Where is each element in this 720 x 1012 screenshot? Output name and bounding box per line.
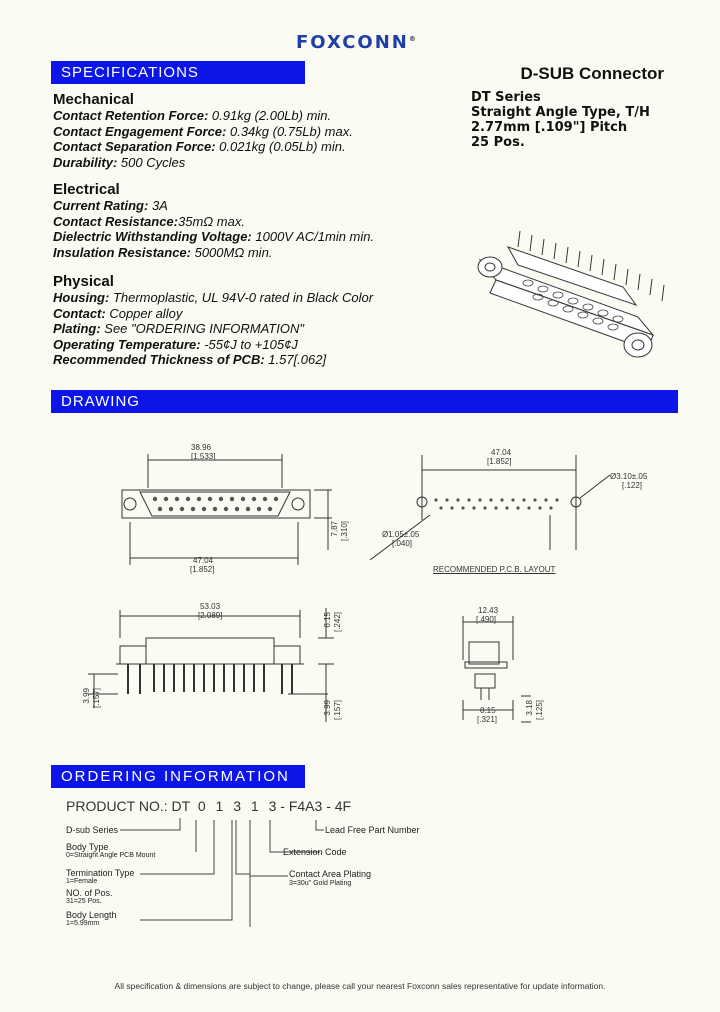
spec-label: Contact Engagement Force: (53, 123, 227, 139)
code-series: DT (171, 798, 190, 814)
right-mount-hole (292, 498, 304, 510)
spec-row (53, 229, 374, 245)
spec-value: 0.021kg (0.05Lb) min. (215, 139, 346, 154)
mechanical-list (53, 108, 353, 170)
spec-value: 1.57[.062] (264, 352, 327, 367)
specifications-header-bar (51, 61, 305, 84)
spec-label: Current Rating: (53, 198, 149, 213)
spec-value: -55¢J to +105¢J (200, 336, 298, 352)
end-h-label: 3.18 (525, 700, 534, 716)
shell-outline (140, 492, 290, 516)
code-dash-1: - (280, 798, 285, 814)
ordering-heading: ORDERING INFORMATION (61, 768, 290, 785)
code-lead-free: 4F (334, 798, 352, 814)
legend-plating: Contact Area Plating (289, 869, 372, 879)
spec-row (53, 139, 353, 155)
spec-row (53, 198, 374, 214)
legend-length-detail: 1=5.99mm (66, 920, 100, 927)
drawing-heading: DRAWING (61, 393, 140, 410)
legend-plating-detail: 3=30u" Gold Plating (289, 880, 352, 887)
spec-label: Recommended Thickness of PCB: (53, 352, 265, 367)
legend-extension: Extension Code (283, 847, 347, 857)
registered-mark: ® (408, 35, 416, 43)
right-standoff (274, 646, 300, 664)
spec-label: Contact Resistance: (53, 213, 178, 229)
spec-label: Insulation Resistance: (53, 244, 191, 260)
spec-label: Plating: (53, 321, 101, 336)
right-flange-hole (632, 340, 644, 350)
legend-length: Body Length (66, 910, 117, 920)
pcb-pitch-inch-label: [.040] (392, 539, 413, 548)
side-height-label: 6.15 (323, 612, 332, 628)
end-shell (469, 642, 499, 664)
front-width-inch-label: [1.533] (191, 452, 216, 461)
front-pitch-label: 47.04 (193, 556, 214, 565)
specifications-heading: SPECIFICATIONS (61, 64, 199, 81)
pcb-layout-drawing (370, 440, 680, 575)
spec-value: 35mΩ max. (177, 213, 245, 229)
product-positions: 25 Pos. (471, 135, 525, 150)
spec-row (53, 108, 353, 124)
spec-row (53, 337, 373, 353)
electrical-heading: Electrical (53, 181, 120, 198)
spec-row (53, 124, 353, 140)
spec-label: Durability: (53, 154, 118, 170)
side-tail-inch-label: [.157] (333, 700, 342, 721)
spec-row (53, 214, 374, 230)
spec-value: 5000MΩ min. (190, 244, 273, 260)
spec-value: Thermoplastic, UL 94V-0 rated in Black Color (109, 290, 374, 305)
side-width-inch-label: [2.089] (198, 611, 223, 620)
product-no-label: PRODUCT NO.: (66, 798, 168, 814)
ordering-header-bar (51, 765, 305, 788)
front-height-label: 7.87 (330, 521, 339, 537)
spec-label: Contact Separation Force: (53, 139, 216, 154)
pcb-pitch-label: Ø1.05±.05 (382, 530, 420, 539)
pcb-hole-label: Ø3.10±.05 (610, 472, 648, 481)
mechanical-heading: Mechanical (53, 91, 134, 108)
spec-row (53, 306, 373, 322)
code-dash-2: - (326, 798, 331, 814)
legend-series: D-sub Series (66, 825, 119, 835)
product-type: Straight Angle Type, T/H (471, 105, 650, 120)
pcb-layout-caption: RECOMMENDED P.C.B. LAYOUT (433, 565, 556, 574)
code-body-type: 0 (197, 798, 206, 814)
spec-value: 0.34kg (0.75Lb) max. (226, 123, 353, 139)
front-pitch-inch-label: [1.852] (190, 565, 215, 574)
spec-row (53, 155, 353, 171)
electrical-list (53, 198, 374, 260)
legend-termination-detail: 1=Female (66, 878, 98, 885)
spec-row (53, 290, 373, 306)
electrical-section (53, 181, 374, 260)
spec-label: Contact: (53, 305, 106, 321)
code-pos-1: 3 (233, 798, 242, 814)
spec-label: Contact Retention Force: (53, 108, 209, 123)
left-standoff (120, 646, 146, 664)
side-width-label: 53.03 (200, 602, 221, 611)
left-mount-hole (124, 498, 136, 510)
spec-value: 0.91kg (2.00Lb) min. (208, 108, 332, 123)
body-outline (146, 638, 274, 664)
spec-row (53, 352, 373, 368)
physical-section (53, 273, 373, 368)
legend-positions-detail: 31=25 Pos. (66, 898, 102, 905)
foxconn-logo (296, 32, 416, 53)
spec-value: Copper alloy (105, 305, 183, 321)
code-extension: F4A3 (288, 798, 323, 814)
mechanical-section (53, 91, 353, 170)
side-pin-label: 3.99 (82, 688, 91, 704)
product-title: D-SUB Connector (520, 64, 664, 83)
code-length: 3 (268, 798, 277, 814)
front-width-label: 38.96 (191, 443, 212, 452)
pcb-hole-inch-label: [.122] (622, 481, 643, 490)
spec-value: 500 Cycles (117, 154, 186, 170)
product-pitch: 2.77mm [.109"] Pitch (471, 120, 628, 135)
product-summary (471, 90, 650, 150)
code-termination: 1 (215, 798, 224, 814)
end-w2-label: 8.15 (480, 706, 496, 715)
end-width-inch-label: [.490] (476, 615, 497, 624)
spec-row (53, 321, 373, 337)
legend-positions: NO. of Pos. (66, 888, 113, 898)
end-contact-block (475, 674, 495, 688)
legend-termination: Termination Type (66, 868, 135, 878)
front-view-drawing (110, 440, 350, 575)
end-h-inch-label: [.125] (535, 700, 544, 721)
legend-body-type: Body Type (66, 842, 109, 852)
physical-heading: Physical (53, 273, 114, 290)
spec-label: Operating Temperature: (53, 336, 201, 352)
end-flange (465, 662, 507, 668)
logo-text: FOXCONN (296, 32, 409, 53)
code-pos-2: 1 (250, 798, 259, 814)
legend-lead-free: Lead Free Part Number (325, 825, 420, 835)
end-width-label: 12.43 (478, 606, 499, 615)
flange-outline (122, 490, 310, 518)
end-w2-inch-label: [.321] (477, 715, 498, 724)
footer-disclaimer: All specification & dimensions are subject to change, please call your nearest Foxconn sales representative for update information. (114, 981, 606, 991)
front-height-inch-label: [.310] (340, 521, 349, 542)
physical-list (53, 290, 373, 368)
left-flange-hole (485, 263, 495, 271)
side-pin-inch-label: [.157] (92, 688, 101, 709)
spec-value: 1000V AC/1min min. (251, 229, 375, 244)
connector-3d-illustration (468, 225, 683, 375)
pcb-width-label: 47.04 (491, 448, 512, 457)
spec-value: See "ORDERING INFORMATION" (100, 321, 304, 336)
spec-value: 3A (148, 198, 168, 213)
product-series: DT Series (471, 90, 541, 105)
spec-label: Housing: (53, 290, 110, 305)
legend-body-type-detail: 0=Straight Angle PCB Mount (66, 852, 156, 859)
spec-row (53, 245, 374, 261)
spec-label: Dielectric Withstanding Voltage: (53, 229, 252, 244)
side-height-inch-label: [.242] (333, 612, 342, 633)
drawing-header-bar (51, 390, 678, 413)
side-tail-label: 3.99 (323, 700, 332, 716)
pcb-width-inch-label: [1.852] (487, 457, 512, 466)
